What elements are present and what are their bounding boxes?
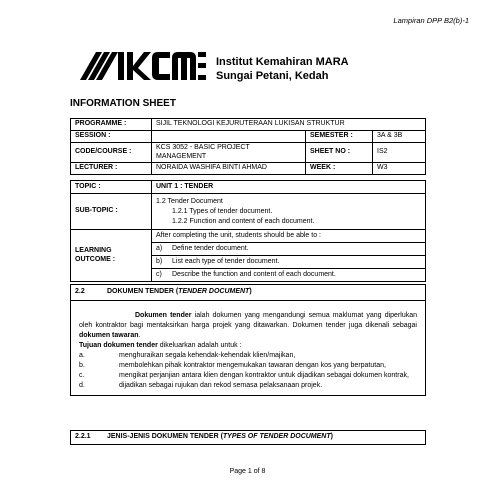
learning-outcome-intro: After completing the unit, students should be able to : [152, 230, 425, 243]
learning-outcome-item: a) Define tender document. [152, 243, 425, 256]
purpose-item: a. menghuraikan segala kehendak-kehendak klien/majikan, [79, 352, 296, 359]
purpose-item: d. dijadikan sebagai rujukan dan rekod semasa pelaksanaan projek. [79, 382, 323, 389]
section-body [71, 301, 426, 396]
subtopic-label: SUB-TOPIC : [71, 194, 152, 230]
week-value: W3 [373, 163, 426, 175]
section-number: 2.2 [71, 285, 104, 301]
code-value: KCS 3052 - BASIC PROJECT MANAGEMENT [152, 143, 306, 163]
purpose-intro: Tujuan dokumen tender dikeluarkan adalah untuk : [79, 342, 242, 349]
topic-value: UNIT 1 : TENDER [152, 181, 426, 194]
semester-value: 3A & 3B [373, 131, 426, 143]
session-value [152, 131, 306, 143]
subtopic-item: 1.2.2 Function and content of each document. [172, 217, 315, 225]
subtopic-item: 1.2 Tender Document [156, 197, 223, 205]
semester-label: SEMESTER : [306, 131, 373, 143]
definition-paragraph: Dokumen tender ialah dokumen yang mengandungi semua maklumat yang diperlukan oleh kontraktor bagi mentaksirkan harga projek yang ditawarkan. Dokumen tender juga dikenali sebagai dokumen tawaran. [79, 312, 418, 339]
lecturer-value: NORAIDA WASHIFA BINTI AHMAD [152, 163, 306, 175]
learning-outcome-item: b) List each type of tender document. [152, 256, 425, 269]
code-label: CODE/COURSE : [71, 143, 152, 163]
programme-label: PROGRAMME : [71, 119, 152, 131]
topic-label: TOPIC : [71, 181, 152, 194]
lecturer-label: LECTURER : [71, 163, 152, 175]
subsection-title: JENIS-JENIS DOKUMEN TENDER (TYPES OF TENDER DOCUMENT) [103, 431, 426, 445]
sheet-no-label: SHEET NO : [306, 143, 373, 163]
sheet-no-value: IS2 [373, 143, 426, 163]
subtopic-item: 1.2.1 Types of tender document. [172, 207, 273, 215]
session-label: SESSION : [71, 131, 152, 143]
section-title: DOKUMEN TENDER (TENDER DOCUMENT) [103, 285, 426, 301]
ikm-logo [78, 46, 206, 82]
section-2-2-1-box [70, 430, 426, 445]
subsection-number: 2.2.1 [71, 431, 104, 445]
learning-outcome-label: LEARNING OUTCOME : [71, 230, 152, 282]
institute-name [216, 55, 349, 83]
learning-outcome-item: c) Describe the function and content of each document. [156, 271, 336, 278]
week-label: WEEK : [306, 163, 373, 175]
institute-line-2: Sungai Petani, Kedah [216, 70, 329, 82]
lampiran-ref: Lampiran DPP B2(b)-1 [393, 16, 469, 25]
section-2-2-box [70, 284, 426, 396]
subtopic-list [152, 194, 426, 230]
purpose-item: b. membolehkan pihak kontraktor mengemukakan tawaran dengan kos yang berpatutan, [79, 362, 386, 369]
purpose-item: c. mengikat perjanjian antara klien dengan kontraktor untuk dijadikan sebagai dokumen kontrak, [79, 372, 409, 379]
course-info-table [70, 118, 426, 175]
sheet-title: INFORMATION SHEET [70, 98, 176, 109]
page-number: Page 1 of 8 [229, 468, 266, 475]
topic-table [70, 180, 426, 282]
institute-line-1: Institut Kemahiran MARA [216, 56, 349, 68]
programme-value: SIJIL TEKNOLOGI KEJURUTERAAN LUKISAN STRUKTUR [152, 119, 426, 131]
learning-outcome-list [152, 230, 426, 282]
